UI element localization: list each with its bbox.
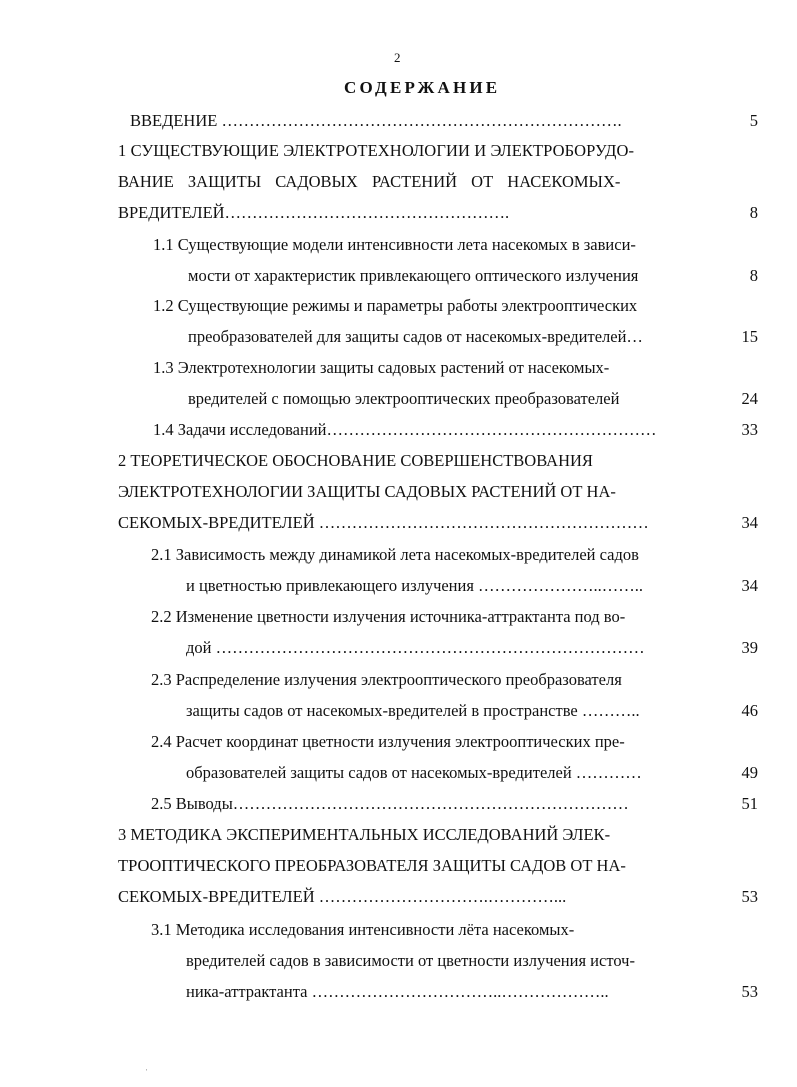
toc-page-number: 24 xyxy=(741,389,758,408)
toc-line: 2.2 Изменение цветности излучения источника-аттрактанта под во- xyxy=(151,607,626,626)
toc-page-number: 5 xyxy=(749,111,758,130)
footer-mark: ˈ xyxy=(145,1068,148,1077)
toc-line: вредителей садов в зависимости от цветности излучения источ- xyxy=(186,951,635,970)
toc-page-number: 53 xyxy=(741,887,758,906)
toc-line: 2.1 Зависимость между динамикой лета насекомых-вредителей садов xyxy=(151,545,639,564)
toc-line: 1 СУЩЕСТВУЮЩИЕ ЭЛЕКТРОТЕХНОЛОГИИ И ЭЛЕКТРОБОРУДО- xyxy=(118,141,635,160)
page-title: СОДЕРЖАНИЕ xyxy=(344,78,501,97)
toc-page-number: 33 xyxy=(741,420,758,439)
toc-line: 2 ТЕОРЕТИЧЕСКОЕ ОБОСНОВАНИЕ СОВЕРШЕНСТВОВАНИЯ xyxy=(118,451,593,470)
toc-line: 3 МЕТОДИКА ЭКСПЕРИМЕНТАЛЬНЫХ ИССЛЕДОВАНИЙ ЭЛЕК- xyxy=(118,825,611,844)
toc-line: 2.5 Выводы……………………………………………………………… xyxy=(151,794,629,813)
toc-line: ВРЕДИТЕЛЕЙ……………………………………………. xyxy=(118,203,510,222)
toc-line: 1.3 Электротехнологии защиты садовых растений от насекомых- xyxy=(153,358,610,377)
toc-line: ника-аттрактанта ……………………………..……………….. xyxy=(186,982,609,1001)
toc-page-number: 8 xyxy=(749,203,758,222)
toc-line: образователей защиты садов от насекомых-вредителей ………… xyxy=(186,763,642,782)
toc-line: ЭЛЕКТРОТЕХНОЛОГИИ ЗАЩИТЫ САДОВЫХ РАСТЕНИЙ ОТ НА- xyxy=(118,482,616,501)
toc-page-number: 15 xyxy=(741,327,758,346)
toc-line: ВВЕДЕНИЕ ………………………………………………………………. xyxy=(130,111,622,130)
toc-line: СЕКОМЫХ-ВРЕДИТЕЛЕЙ ………………………….…………... xyxy=(118,887,567,906)
toc-line: дой …………………………………………………………………… xyxy=(186,638,645,657)
toc-line: 2.4 Расчет координат цветности излучения электрооптических пре- xyxy=(151,732,625,751)
toc-line: вредителей с помощью электрооптических преобразователей xyxy=(188,389,620,408)
toc-page-number: 53 xyxy=(741,982,758,1001)
toc-line: и цветностью привлекающего излучения …………………..…….. xyxy=(186,576,644,595)
toc-page-number: 51 xyxy=(741,794,758,813)
toc-line: 3.1 Методика исследования интенсивности лёта насекомых- xyxy=(151,920,575,939)
toc-page-number: 34 xyxy=(741,513,758,532)
toc-line: ТРООПТИЧЕСКОГО ПРЕОБРАЗОВАТЕЛЯ ЗАЩИТЫ САДОВ ОТ НА- xyxy=(118,856,626,875)
toc-line: СЕКОМЫХ-ВРЕДИТЕЛЕЙ …………………………………………………… xyxy=(118,513,649,532)
toc-line: защиты садов от насекомых-вредителей в пространстве ……….. xyxy=(186,701,640,720)
toc-line: 1.1 Существующие модели интенсивности лета насекомых в зависи- xyxy=(153,235,636,254)
toc-line: 2.3 Распределение излучения электрооптического преобразователя xyxy=(151,670,622,689)
toc-line: 1.2 Существующие режимы и параметры работы электрооптических xyxy=(153,296,638,315)
toc-page-number: 46 xyxy=(741,701,758,720)
toc-page-number: 8 xyxy=(749,266,758,285)
page-number: 2 xyxy=(394,50,401,65)
toc-line: ВАНИЕ ЗАЩИТЫ САДОВЫХ РАСТЕНИЙ ОТ НАСЕКОМЫХ- xyxy=(118,172,621,191)
toc-line: преобразователей для защиты садов от насекомых-вредителей… xyxy=(188,327,643,346)
toc-page-number: 34 xyxy=(741,576,758,595)
toc-line: мости от характеристик привлекающего оптического излучения xyxy=(188,266,639,285)
toc-page-number: 39 xyxy=(741,638,758,657)
toc-page-number: 49 xyxy=(741,763,758,782)
toc-line: 1.4 Задачи исследований…………………………………………………… xyxy=(153,420,657,439)
